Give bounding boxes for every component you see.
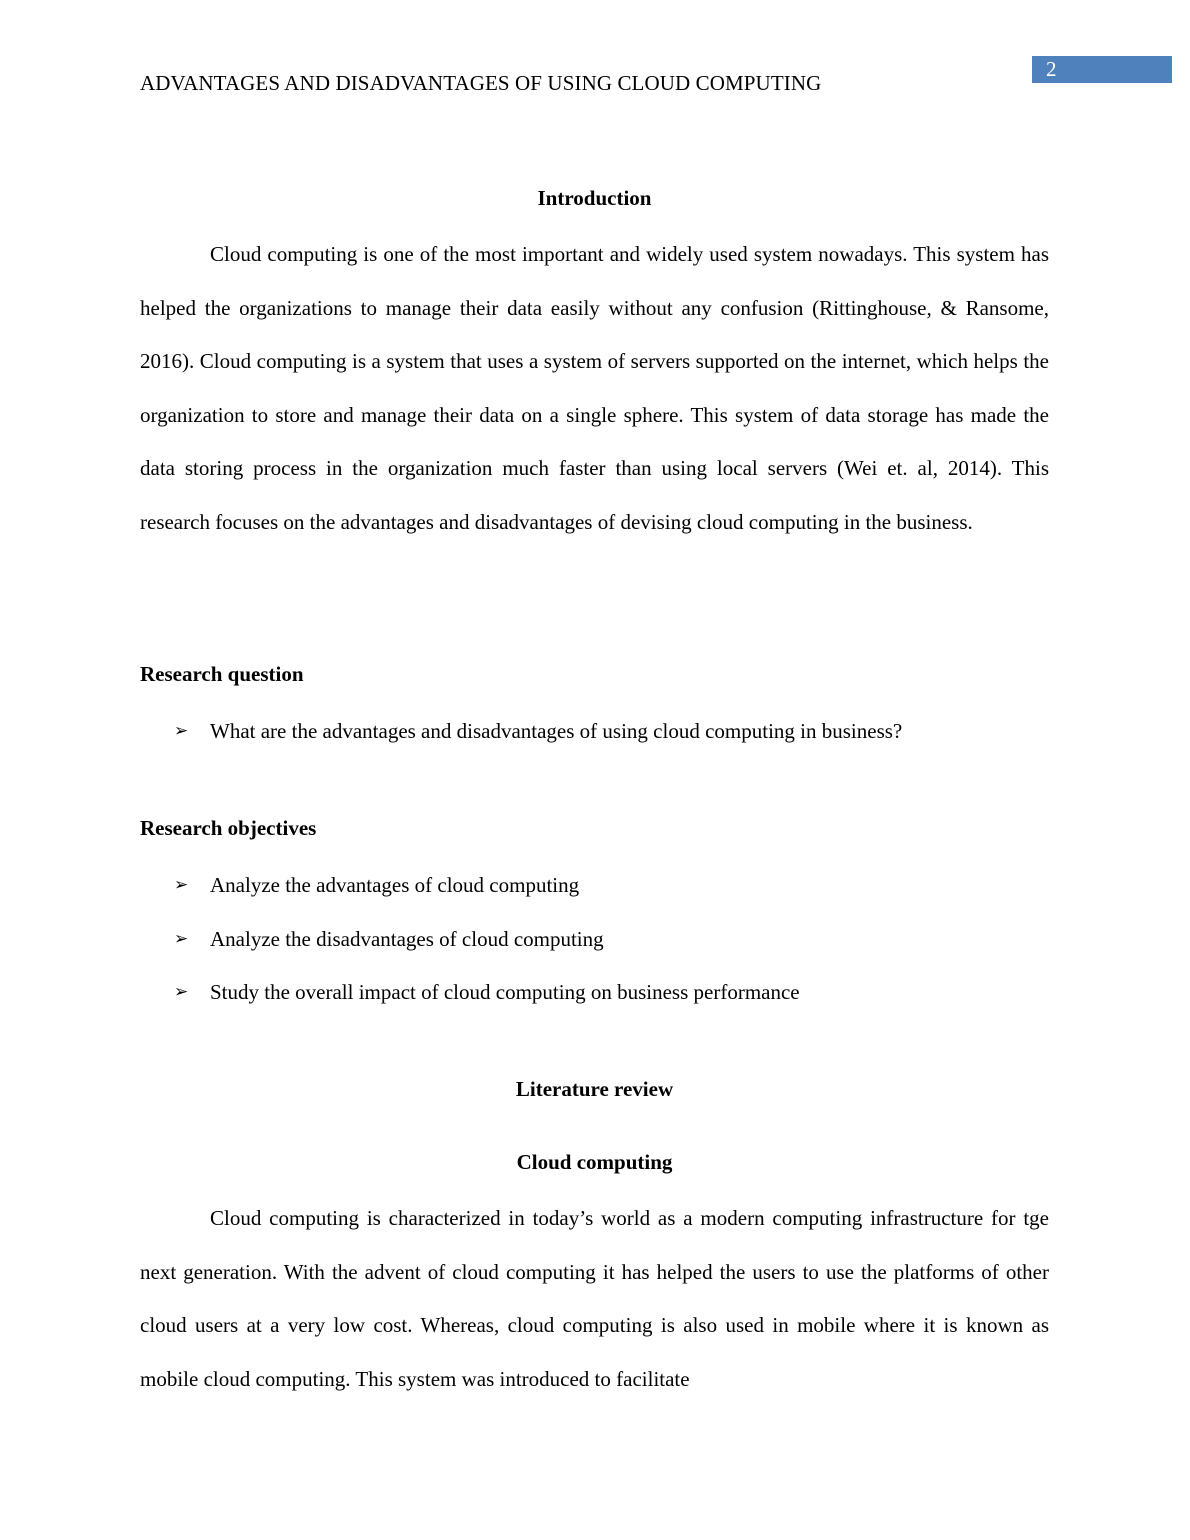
research-question-heading: Research question <box>140 662 304 686</box>
introduction-heading: Introduction <box>537 186 652 210</box>
literature-review-heading: Literature review <box>515 1077 674 1101</box>
research-question-list <box>140 716 1049 770</box>
arrowhead-bullet-icon: ➢ <box>174 721 189 741</box>
list-item <box>140 977 1049 1031</box>
list-item-text: Analyze the disadvantages of cloud computing <box>210 926 604 951</box>
page-number-badge <box>1032 56 1172 83</box>
running-header-title: ADVANTAGES AND DISADVANTAGES OF USING CLOUD COMPUTING <box>140 71 822 95</box>
research-objectives-list <box>140 870 1049 1031</box>
arrowhead-bullet-icon: ➢ <box>174 982 189 1003</box>
list-item <box>140 716 1049 770</box>
list-item-text: Analyze the advantages of cloud computing <box>210 873 580 897</box>
literature-review-paragraph: Cloud computing is characterized in today’s world as a modern computing infrastructure for tge next generation. With the advent of cloud computing it has helped the users to use the platforms of other cloud users at a very low cost. Whereas, cloud computing is also used in mobile where it is known as mobile cloud computing. This system was introduced to facilitate <box>140 1206 1049 1391</box>
cloud-computing-subheading: Cloud computing <box>516 1150 673 1174</box>
list-item <box>140 870 1049 924</box>
research-objectives-heading: Research objectives <box>140 816 317 840</box>
arrowhead-bullet-icon: ➢ <box>174 875 189 895</box>
page-number: 2 <box>1046 57 1057 81</box>
introduction-paragraph: Cloud computing is one of the most important and widely used system nowadays. This system has helped the organizations to manage their data easily without any confusion (Rittinghouse, & Ransome, 2016). Cloud computing is a system that uses a system of servers supported on the internet, which helps the organization to store and manage their data on a single sphere. This system of data storage has made the data storing process in the organization much faster than using local servers (Wei et. al, 2014). This research focuses on the advantages and disadvantages of devising cloud computing in the business. <box>140 242 1049 534</box>
list-item <box>140 924 1049 978</box>
list-item-text: What are the advantages and disadvantages of using cloud computing in business? <box>210 719 903 743</box>
arrowhead-bullet-icon: ➢ <box>174 928 189 949</box>
list-item-text: Study the overall impact of cloud computing on business performance <box>210 980 800 1005</box>
